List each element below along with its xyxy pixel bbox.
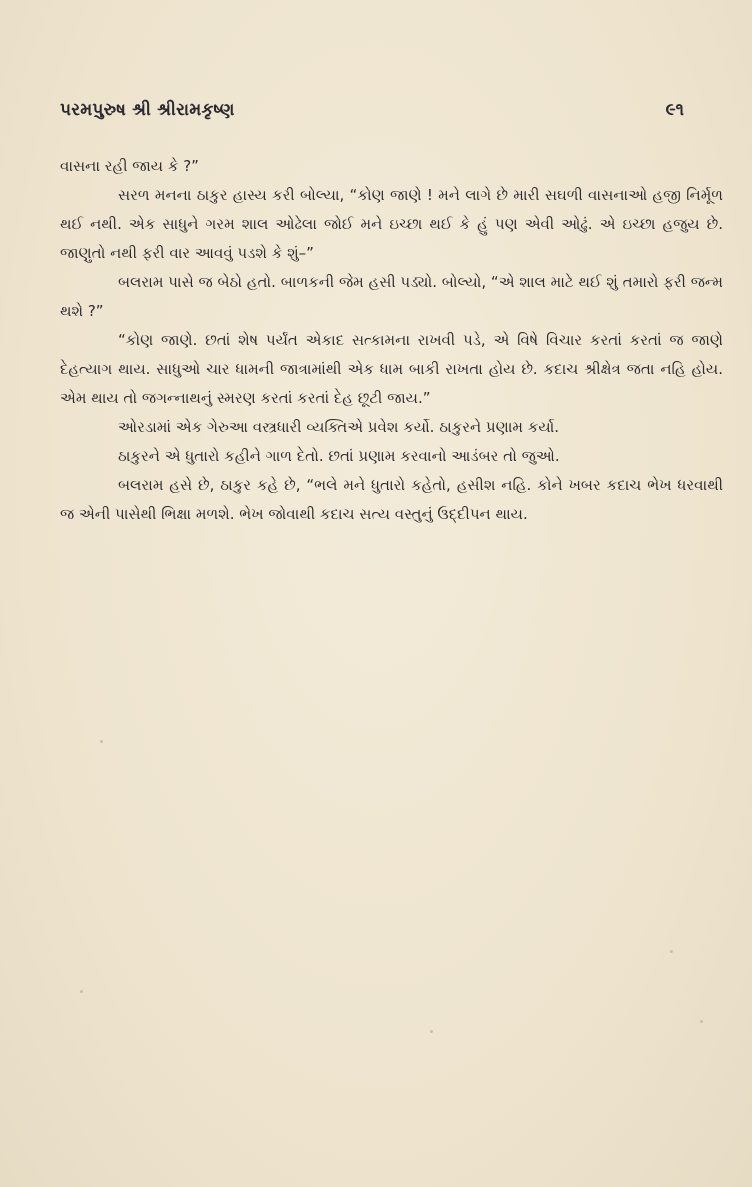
paragraph: બલરામ પાસે જ બેઠો હતો. બાળકની જેમ હસી પડ્યો. બોલ્યો, “એ શાલ માટે થઈ શું તમારો ફરી જન્મ થશે ?” <box>60 273 723 320</box>
paragraph: બલરામ હસે છે, ઠાકુર કહે છે, “ભલે મને ધુતારો કહેતો, હસીશ નહિ. કોને ખબર કદાચ ભેખ ધરવાથી જ એની પાસેથી ભિક્ષા મળશે. ભેખ જોવાથી કદાચ સત્ય વસ્તુનું ઉદ્દીપન થાય. <box>60 476 723 523</box>
paragraph: ઠાકુરને એ ધુતારો કહીને ગાળ દેતો. છતાં પ્રણામ કરવાનો આડંબર તો જુઓ. <box>118 447 560 465</box>
page-header <box>60 100 692 130</box>
paragraph: ઓરડામાં એક ગેરુઆ વસ્ત્રધારી વ્યક્તિએ પ્રવેશ કર્યો. ઠાકુરને પ્રણામ કર્યા. <box>118 418 560 436</box>
paragraph: સરળ મનના ઠાકુર હાસ્ય કરી બોલ્યા, “કોણ જાણે ! મને લાગે છે મારી સઘળી વાસનાઓ હજી નિર્મૂળ થઈ નથી. એક સાધુને ગરમ શાલ ઓઢેલા જોઈ મને ઇચ્છા થઈ કે હું પણ એવી ઓઢું. એ ઇચ્છા હજુય છે. જાણુતો નથી ફરી વાર આવવું પડશે કે શું–” <box>60 186 723 262</box>
page-number: ૯૧ <box>665 100 684 120</box>
paragraph: વાસના રહી જાય કે ?” <box>60 157 199 175</box>
running-title: પરમપુરુષ શ્રી શ્રીરામકૃષ્ણ <box>60 100 235 120</box>
body-text <box>60 152 723 529</box>
paragraph: “કોણ જાણે. છતાં શેષ પર્યંત એકાદ સત્કામના રાખવી પડે, એ વિષે વિચાર કરતાં કરતાં જ જાણે દેહત્યાગ થાય. સાધુઓ ચાર ધામની જાત્રામાંથી એક ધામ બાકી રાખતા હોય છે. કદાચ શ્રીક્ષેત્ર જતા નહિ હોય. એમ થાય તો જગન્નાથનું સ્મરણ કરતાં કરતાં દેહ છૂટી જાય.” <box>60 331 723 407</box>
bleed-through-area <box>60 700 692 1067</box>
